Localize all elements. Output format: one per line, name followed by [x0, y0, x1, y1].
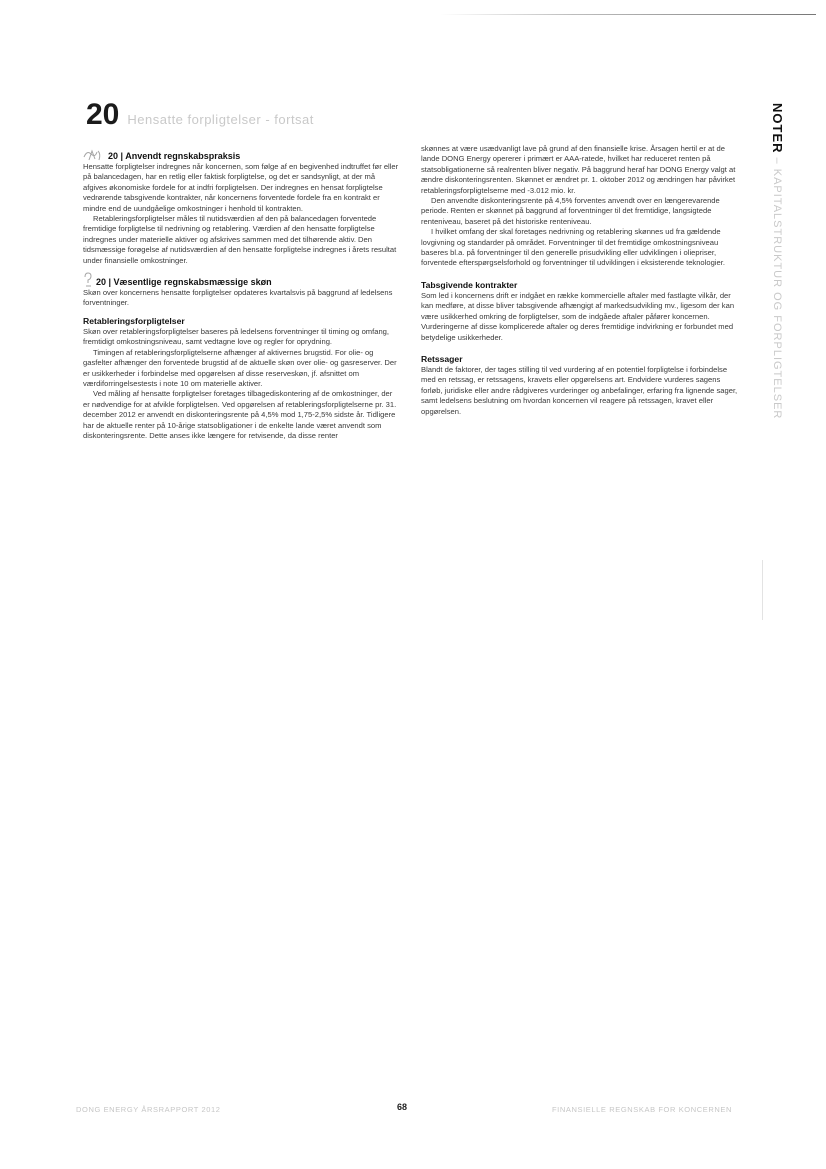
paragraph: Blandt de faktorer, der tages stilling til ved vurdering af en potentiel forpligtelse i forbindelse med en retssag, er retssagens, kravets eller opgørelsens art. Endvidere vurderes sagens forløb, juridiske eller andre rådgiveres vurderinger og anbefalinger, erfaring fra lignende sager, samt ledelsens beslutning om hvordan koncernen vil reagere på retssagen, kravet eller opgørelsen. [421, 364, 738, 416]
subsection-title: Retableringsforpligtelser [83, 315, 185, 326]
paragraph: skønnes at være usædvanligt lave på grund af den finansielle krise. Årsagen hertil er at de lande DONG Energy opererer i primært er AAA-ratede, hvilket har reduceret renten på statsobligationerne så realrenten bliver negativ. På baggrund heraf har DONG Energy valgt at ændre diskonteringsrenten. Skønnet er ændret pr. 1. oktober 2012 og ændringen har påvirket retableringsforpligtelserne med -3.012 mio. kr. [421, 144, 736, 195]
side-label-separator: – [771, 153, 783, 169]
paragraph: Ved måling af hensatte forpligtelser foretages tilbagediskontering af de omkostninger, der er nødvendige for at afvikle forpligtelsen. Ved opgørelsen af retableringsforpligtelserne pr. 31. december 2012 er anvendt en diskonteringsrente på 4,5% mod 1,75-2,5% sidste år. Tidligere har de aktuelle renter på 10-årige statsobligationer i de enkelte lande været anvendt som diskonteringsrente. Dette anses ikke længere for retvisende, da disse renter [83, 389, 397, 440]
paragraph: Retableringsforpligtelser måles til nutidsværdien af den på balancedagen forventede fremtidige forpligtelse til nedrivning og retablering. Værdien af den hensatte forpligtelse indregnes under materielle aktiver og afskrives sammen med det tilhørende aktiv. Den tidsmæssige forøgelse af nutidsværdien af den hensatte forpligtelse indregnes i årets resultat under finansielle omkostninger. [83, 214, 397, 265]
paragraph: Hensatte forpligtelser indregnes når koncernen, som følge af en begivenhed indtruffet før eller på balancedagen, har en retlig eller faktisk forpligtelse, og det er sandsynligt, at der må afgives økonomiske fordele for at indfri forpligtelsen. Der indregnes en hensat forpligtelse vedrørende tabsgivende kontrakter, når koncernens forventede fordele fra en kontrakt er mindre end de uundgåelige omkostninger i henhold til kontrakten. [83, 162, 399, 213]
top-rule [440, 14, 816, 15]
side-label-sub: KAPITALSTRUKTUR OG FORPLIGTELSER [771, 168, 783, 420]
section-title: 20 | Anvendt regnskabspraksis [108, 151, 241, 161]
section-title: 20 | Væsentlige regnskabsmæssige skøn [96, 277, 272, 288]
left-column [83, 148, 401, 441]
accounting-policy-icon [83, 148, 105, 162]
estimates-icon [83, 272, 93, 288]
subsection-title: Tabsgivende kontrakter [421, 279, 518, 290]
side-label-main: NOTER [770, 103, 785, 154]
footer-report-title: DONG ENERGY ÅRSRAPPORT 2012 [76, 1105, 221, 1114]
paragraph: Den anvendte diskonteringsrente på 4,5% forventes anvendt over en længerevarende periode. Renten er skønnet på baggrund af forventninger til det fremtidige, langsigtede renteniveau, baseret på det historiske renteniveau. [421, 196, 720, 226]
page-number: 68 [397, 1102, 408, 1112]
paragraph: Timingen af retableringsforpligtelserne afhænger af aktivernes brugstid. For olie- og gasfelter afhænger den forventede brugstid af de aktuelle skøn over olie- og gasreserver. Der er usikkerheder i forbindelse med opgørelsen af disse reserveskøn, jf. afsnittet om værdiforringelsestests i note 10 om materielle aktiver. [83, 347, 397, 388]
paragraph: Som led i koncernens drift er indgået en række kommercielle aftaler med fastlagte vilkår, der kan medføre, at disse bliver tabsgivende afhængigt af markedsudvikling mv., ligesom der kan være usikkerhed omkring de forpligtelser, som de indgåede aftaler påfører koncernen. Vurderingerne af disse komplicerede aftaler og deres fremtidige indvirkning er forbundet med betydelige usikkerheder. [421, 290, 735, 342]
side-divider [762, 560, 763, 620]
chapter-header [86, 100, 314, 130]
paragraph: I hvilket omfang der skal foretages nedrivning og retablering skønnes ud fra gældende lovgivning og standarder på området. Forventninger til det fremtidige omkostningsniveau baseres bl.a. på forventninger til den generelle prisudvikling eller udviklingen i oliepriser, forventede efterspørgselsforhold og forventninger til udviklingen i eksisterende teknologier. [421, 227, 725, 268]
right-column [421, 144, 743, 417]
paragraph: Skøn over koncernens hensatte forpligtelser opdateres kvartalsvis på baggrund af ledelsens forventninger. [83, 288, 393, 308]
subsection-title: Retssager [421, 353, 463, 364]
paragraph: Skøn over retableringsforpligtelser baseres på ledelsens forventninger til timing og omfang, fremtidigt omkostningsniveau, samt vedtagne love og regler for oprydning. [83, 326, 390, 347]
chapter-title: Hensatte forpligtelser - fortsat [127, 112, 314, 127]
chapter-number: 20 [86, 98, 120, 131]
footer-section-title: FINANSIELLE REGNSKAB FOR KONCERNEN [552, 1105, 733, 1114]
estimates-heading [83, 272, 401, 288]
accounting-policy-heading [83, 148, 401, 162]
side-section-label [770, 103, 785, 419]
